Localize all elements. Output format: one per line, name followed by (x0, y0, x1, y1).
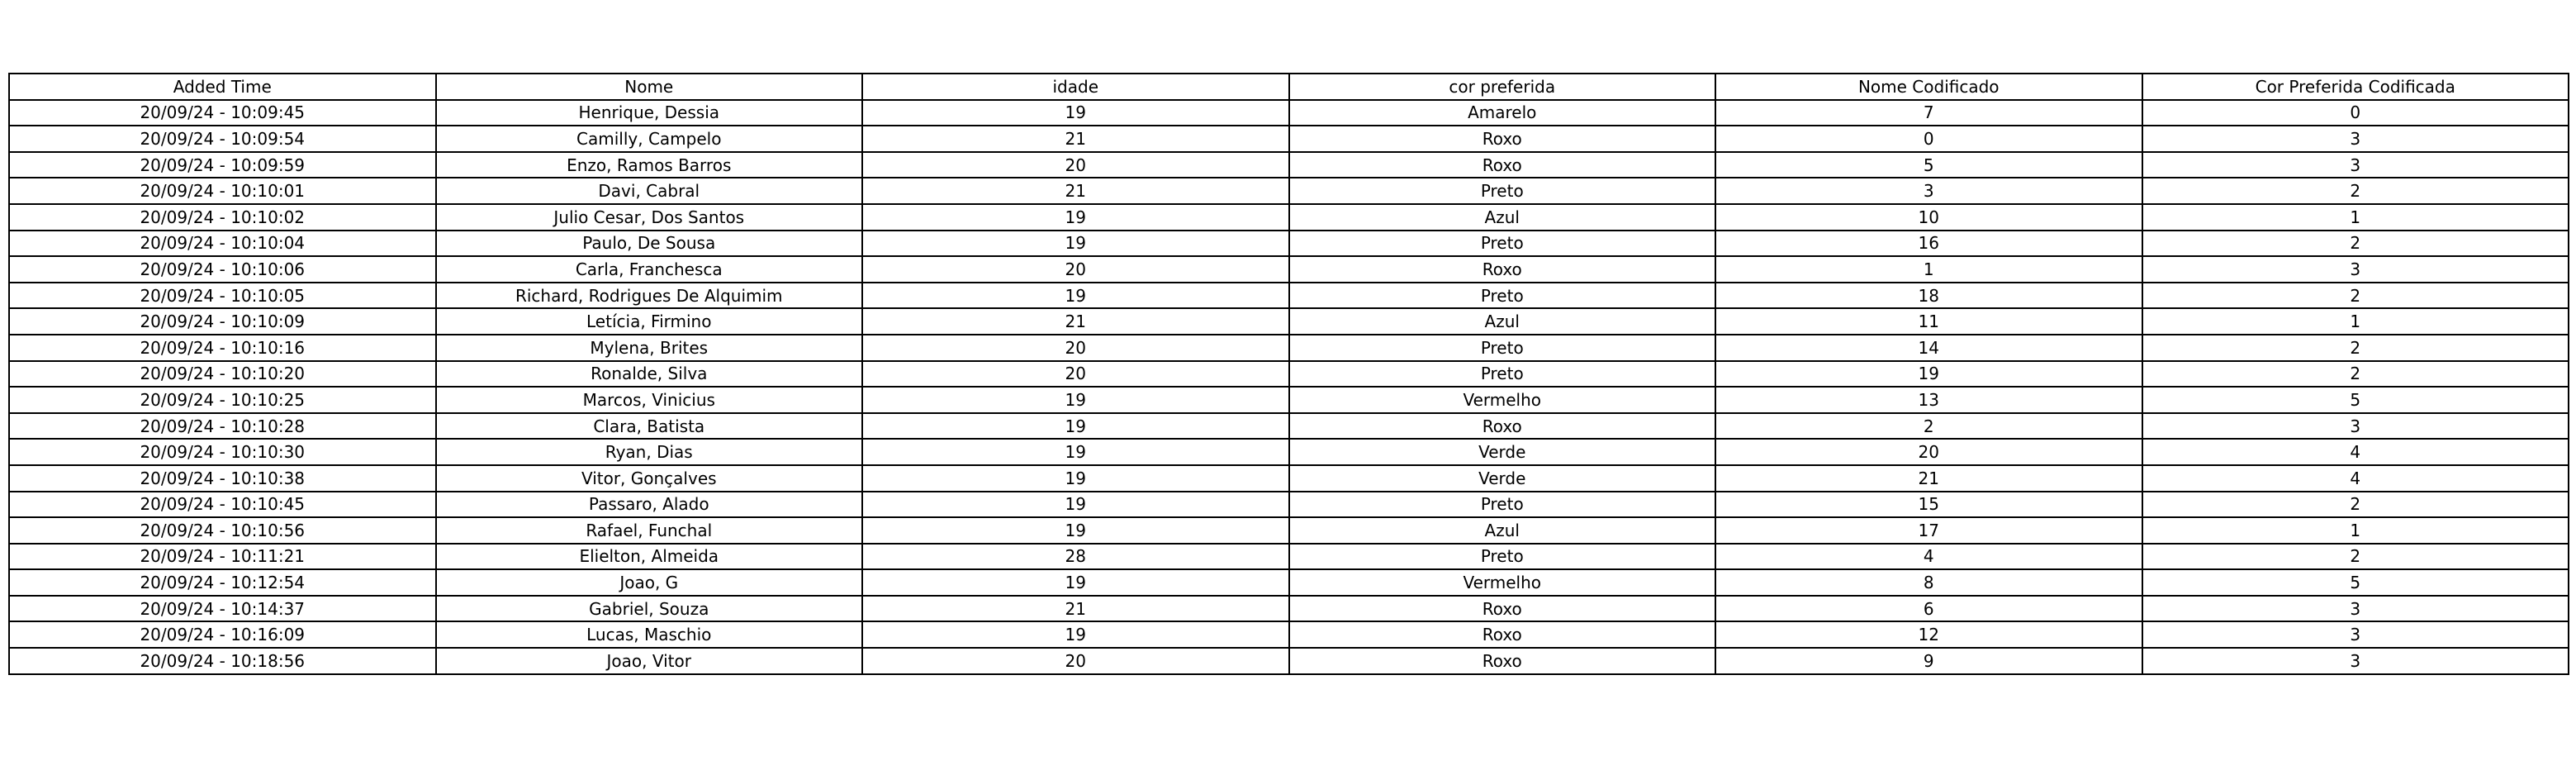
table-body (9, 100, 2569, 674)
table-cell: 20/09/24 - 10:10:16 (9, 335, 436, 361)
table-cell: Henrique, Dessia (436, 100, 863, 126)
table-cell: Amarelo (1289, 100, 1716, 126)
table-cell: 19 (1715, 361, 2142, 388)
table-cell: 12 (1715, 621, 2142, 648)
table-cell: 3 (2142, 621, 2569, 648)
table-cell: 20 (1715, 439, 2142, 465)
table-cell: 3 (2142, 126, 2569, 152)
table-cell: 14 (1715, 335, 2142, 361)
table-cell: 18 (1715, 283, 2142, 309)
table-cell: 0 (1715, 126, 2142, 152)
table-row (9, 544, 2569, 570)
table-cell: Joao, G (436, 569, 863, 596)
table-cell: 2 (2142, 283, 2569, 309)
table-cell: 3 (2142, 152, 2569, 178)
table-cell: 20/09/24 - 10:16:09 (9, 621, 436, 648)
column-header: cor preferida (1289, 74, 1716, 100)
table-cell: Lucas, Maschio (436, 621, 863, 648)
column-header: idade (862, 74, 1289, 100)
table-cell: 21 (862, 308, 1289, 335)
table-cell: 2 (2142, 231, 2569, 257)
table-cell: Ryan, Dias (436, 439, 863, 465)
table-cell: Verde (1289, 439, 1716, 465)
table-cell: 19 (862, 621, 1289, 648)
table-cell: 1 (2142, 517, 2569, 544)
table-row (9, 178, 2569, 204)
table-row (9, 256, 2569, 283)
table-cell: 3 (2142, 596, 2569, 622)
table-cell: 20/09/24 - 10:09:59 (9, 152, 436, 178)
table-cell: Marcos, Vinicius (436, 387, 863, 413)
table-cell: 4 (2142, 465, 2569, 492)
table-cell: Roxo (1289, 596, 1716, 622)
table-cell: Roxo (1289, 413, 1716, 440)
table-cell: 20/09/24 - 10:10:56 (9, 517, 436, 544)
table-cell: 20 (862, 648, 1289, 674)
table-cell: Elielton, Almeida (436, 544, 863, 570)
table-cell: 19 (862, 387, 1289, 413)
table-cell: 20 (862, 152, 1289, 178)
table-cell: Clara, Batista (436, 413, 863, 440)
table-cell: 2 (2142, 335, 2569, 361)
table-row (9, 517, 2569, 544)
table-cell: 1 (2142, 204, 2569, 231)
table-cell: Verde (1289, 465, 1716, 492)
table-cell: Preto (1289, 492, 1716, 518)
table-cell: 19 (862, 100, 1289, 126)
table-cell: 2 (1715, 413, 2142, 440)
table-cell: Roxo (1289, 648, 1716, 674)
table-row (9, 465, 2569, 492)
table-row (9, 596, 2569, 622)
table-cell: Davi, Cabral (436, 178, 863, 204)
table-cell: Roxo (1289, 256, 1716, 283)
table-row (9, 100, 2569, 126)
table-row (9, 648, 2569, 674)
table-row (9, 439, 2569, 465)
table-cell: Mylena, Brites (436, 335, 863, 361)
table-cell: Azul (1289, 308, 1716, 335)
table-row (9, 204, 2569, 231)
data-table-container (8, 73, 2569, 675)
table-cell: Paulo, De Sousa (436, 231, 863, 257)
table-row (9, 492, 2569, 518)
table-cell: 11 (1715, 308, 2142, 335)
table-cell: 21 (862, 178, 1289, 204)
table-cell: 19 (862, 283, 1289, 309)
table-cell: 15 (1715, 492, 2142, 518)
table-cell: Azul (1289, 517, 1716, 544)
table-cell: Preto (1289, 361, 1716, 388)
table-cell: 5 (2142, 569, 2569, 596)
table-cell: 4 (2142, 439, 2569, 465)
table-cell: Joao, Vitor (436, 648, 863, 674)
table-cell: 5 (2142, 387, 2569, 413)
table-cell: 20/09/24 - 10:11:21 (9, 544, 436, 570)
column-header: Added Time (9, 74, 436, 100)
table-cell: 20/09/24 - 10:12:54 (9, 569, 436, 596)
table-cell: Preto (1289, 283, 1716, 309)
column-header: Nome Codificado (1715, 74, 2142, 100)
table-cell: 20/09/24 - 10:09:54 (9, 126, 436, 152)
table-cell: 21 (1715, 465, 2142, 492)
table-cell: 20 (862, 361, 1289, 388)
table-cell: 4 (1715, 544, 2142, 570)
header-row (9, 74, 2569, 100)
table-cell: Preto (1289, 231, 1716, 257)
table-cell: 2 (2142, 361, 2569, 388)
table-cell: 19 (862, 204, 1289, 231)
table-cell: 2 (2142, 492, 2569, 518)
table-cell: Preto (1289, 544, 1716, 570)
table-cell: 17 (1715, 517, 2142, 544)
table-cell: 20/09/24 - 10:09:45 (9, 100, 436, 126)
table-cell: Rafael, Funchal (436, 517, 863, 544)
data-table (8, 73, 2569, 675)
table-cell: Gabriel, Souza (436, 596, 863, 622)
table-cell: Camilly, Campelo (436, 126, 863, 152)
table-cell: 1 (2142, 308, 2569, 335)
table-row (9, 361, 2569, 388)
table-cell: Vermelho (1289, 569, 1716, 596)
table-cell: 20/09/24 - 10:10:25 (9, 387, 436, 413)
table-cell: 19 (862, 465, 1289, 492)
table-cell: 19 (862, 413, 1289, 440)
table-cell: 6 (1715, 596, 2142, 622)
table-cell: Passaro, Alado (436, 492, 863, 518)
table-cell: 3 (1715, 178, 2142, 204)
column-header: Cor Preferida Codificada (2142, 74, 2569, 100)
table-cell: 19 (862, 492, 1289, 518)
table-row (9, 387, 2569, 413)
table-cell: 20/09/24 - 10:10:30 (9, 439, 436, 465)
column-header: Nome (436, 74, 863, 100)
table-cell: 20 (862, 256, 1289, 283)
table-cell: 7 (1715, 100, 2142, 126)
table-row (9, 413, 2569, 440)
table-cell: Preto (1289, 335, 1716, 361)
table-cell: 20/09/24 - 10:10:45 (9, 492, 436, 518)
table-row (9, 231, 2569, 257)
table-cell: 28 (862, 544, 1289, 570)
table-cell: 20/09/24 - 10:14:37 (9, 596, 436, 622)
table-cell: 5 (1715, 152, 2142, 178)
table-cell: Vitor, Gonçalves (436, 465, 863, 492)
table-cell: Carla, Franchesca (436, 256, 863, 283)
table-cell: 20/09/24 - 10:10:01 (9, 178, 436, 204)
table-cell: 19 (862, 231, 1289, 257)
table-row (9, 569, 2569, 596)
table-row (9, 283, 2569, 309)
table-row (9, 335, 2569, 361)
table-cell: 0 (2142, 100, 2569, 126)
table-cell: Letícia, Firmino (436, 308, 863, 335)
table-cell: 20/09/24 - 10:10:09 (9, 308, 436, 335)
table-cell: 13 (1715, 387, 2142, 413)
table-cell: 3 (2142, 413, 2569, 440)
table-cell: Richard, Rodrigues De Alquimim (436, 283, 863, 309)
table-cell: 19 (862, 439, 1289, 465)
table-cell: 20/09/24 - 10:10:28 (9, 413, 436, 440)
table-cell: 20/09/24 - 10:10:20 (9, 361, 436, 388)
table-cell: 19 (862, 517, 1289, 544)
table-cell: 20/09/24 - 10:10:38 (9, 465, 436, 492)
table-cell: 20/09/24 - 10:10:06 (9, 256, 436, 283)
table-cell: 20 (862, 335, 1289, 361)
table-cell: 2 (2142, 178, 2569, 204)
table-cell: Roxo (1289, 152, 1716, 178)
table-cell: Vermelho (1289, 387, 1716, 413)
table-cell: 3 (2142, 256, 2569, 283)
table-cell: 9 (1715, 648, 2142, 674)
table-cell: 2 (2142, 544, 2569, 570)
table-cell: 20/09/24 - 10:10:04 (9, 231, 436, 257)
table-header (9, 74, 2569, 100)
table-cell: Preto (1289, 178, 1716, 204)
table-cell: Ronalde, Silva (436, 361, 863, 388)
table-row (9, 126, 2569, 152)
table-cell: Azul (1289, 204, 1716, 231)
table-cell: 16 (1715, 231, 2142, 257)
table-cell: 20/09/24 - 10:10:05 (9, 283, 436, 309)
table-cell: 1 (1715, 256, 2142, 283)
table-cell: 20/09/24 - 10:10:02 (9, 204, 436, 231)
table-cell: 21 (862, 126, 1289, 152)
table-row (9, 621, 2569, 648)
table-cell: 3 (2142, 648, 2569, 674)
table-cell: 20/09/24 - 10:18:56 (9, 648, 436, 674)
table-cell: Roxo (1289, 621, 1716, 648)
table-cell: 10 (1715, 204, 2142, 231)
table-row (9, 152, 2569, 178)
table-row (9, 308, 2569, 335)
table-cell: 19 (862, 569, 1289, 596)
table-cell: Julio Cesar, Dos Santos (436, 204, 863, 231)
table-cell: 8 (1715, 569, 2142, 596)
table-cell: Enzo, Ramos Barros (436, 152, 863, 178)
table-cell: 21 (862, 596, 1289, 622)
table-cell: Roxo (1289, 126, 1716, 152)
